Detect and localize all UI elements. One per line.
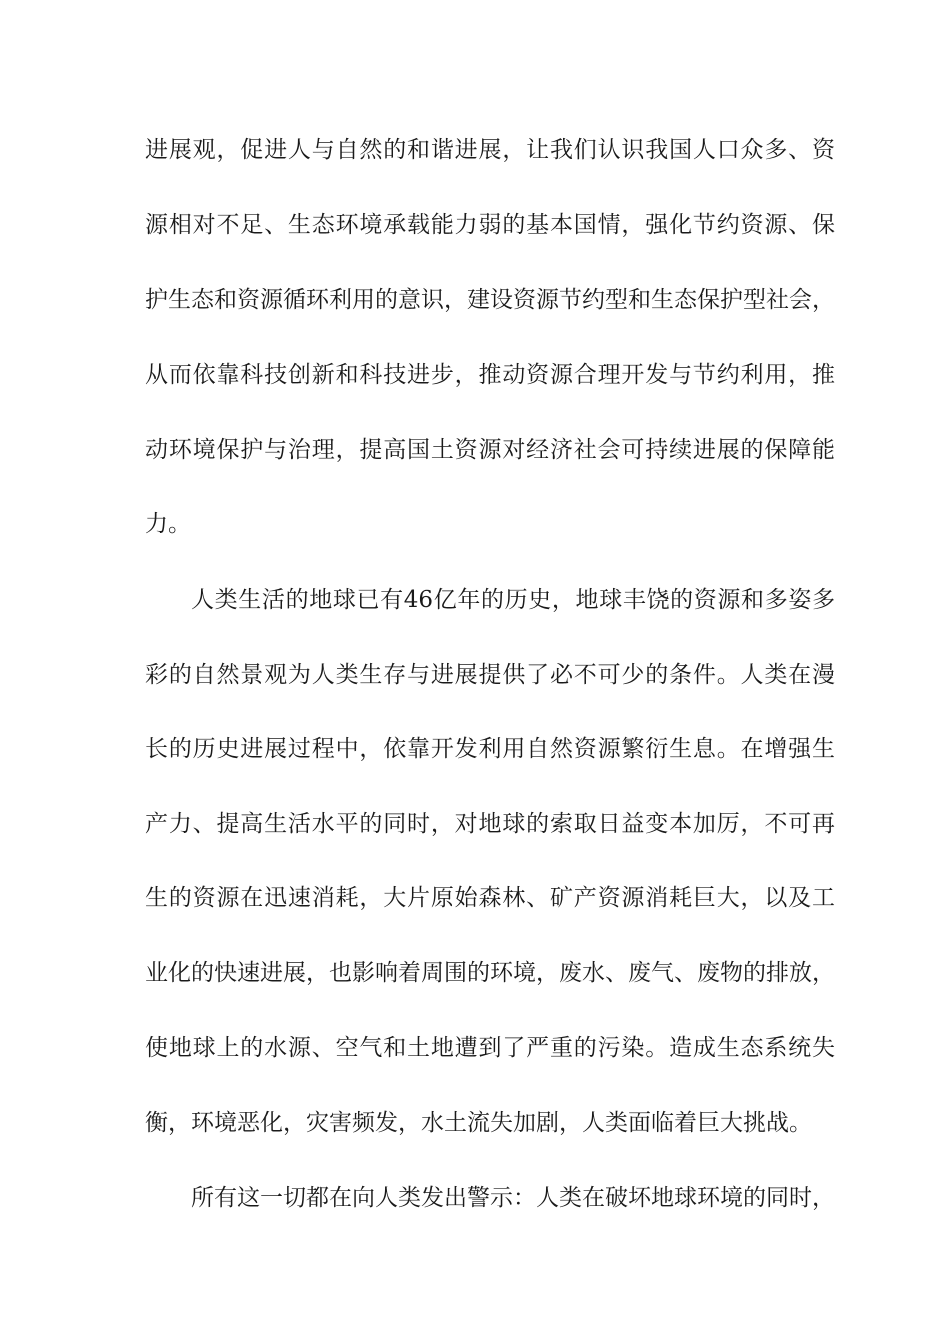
- text-line: 从而依靠科技创新和科技进步，推动资源合理开发与节约利用，推: [145, 362, 835, 388]
- text-line: 源相对不足、生态环境承载能力弱的基本国情，强化节约资源、保: [145, 212, 835, 238]
- text-line: 业化的快速进展，也影响着周围的环境，废水、废气、废物的排放，: [145, 960, 835, 986]
- text-line: 彩的自然景观为人类生存与进展提供了必不可少的条件。人类在漫: [145, 662, 835, 688]
- text-line: 使地球上的水源、空气和土地遭到了严重的污染。造成生态系统失: [145, 1035, 835, 1061]
- text-line: 动环境保护与治理，提高国土资源对经济社会可持续进展的保障能: [145, 437, 835, 463]
- text-line: 长的历史进展过程中，依靠开发利用自然资源繁衍生息。在增强生: [145, 736, 835, 762]
- text-line: 产力、提高生活水平的同时，对地球的索取日益变本加厉，不可再: [145, 811, 835, 837]
- text-line: 力。: [145, 511, 191, 537]
- paragraph-first-line: 所有这一切都在向人类发出警示：人类在破坏地球环境的同时，: [191, 1185, 835, 1211]
- text-line: 生的资源在迅速消耗，大片原始森林、矿产资源消耗巨大，以及工: [145, 885, 835, 911]
- text-line: 衡，环境恶化，灾害频发，水土流失加剧，人类面临着巨大挑战。: [145, 1110, 812, 1136]
- text-line: 进展观，促进人与自然的和谐进展，让我们认识我国人口众多、资: [145, 137, 835, 163]
- paragraph-first-line: 人类生活的地球已有46亿年的历史，地球丰饶的资源和多姿多: [191, 587, 835, 613]
- text-line: 护生态和资源循环利用的意识，建设资源节约型和生态保护型社会，: [145, 287, 835, 313]
